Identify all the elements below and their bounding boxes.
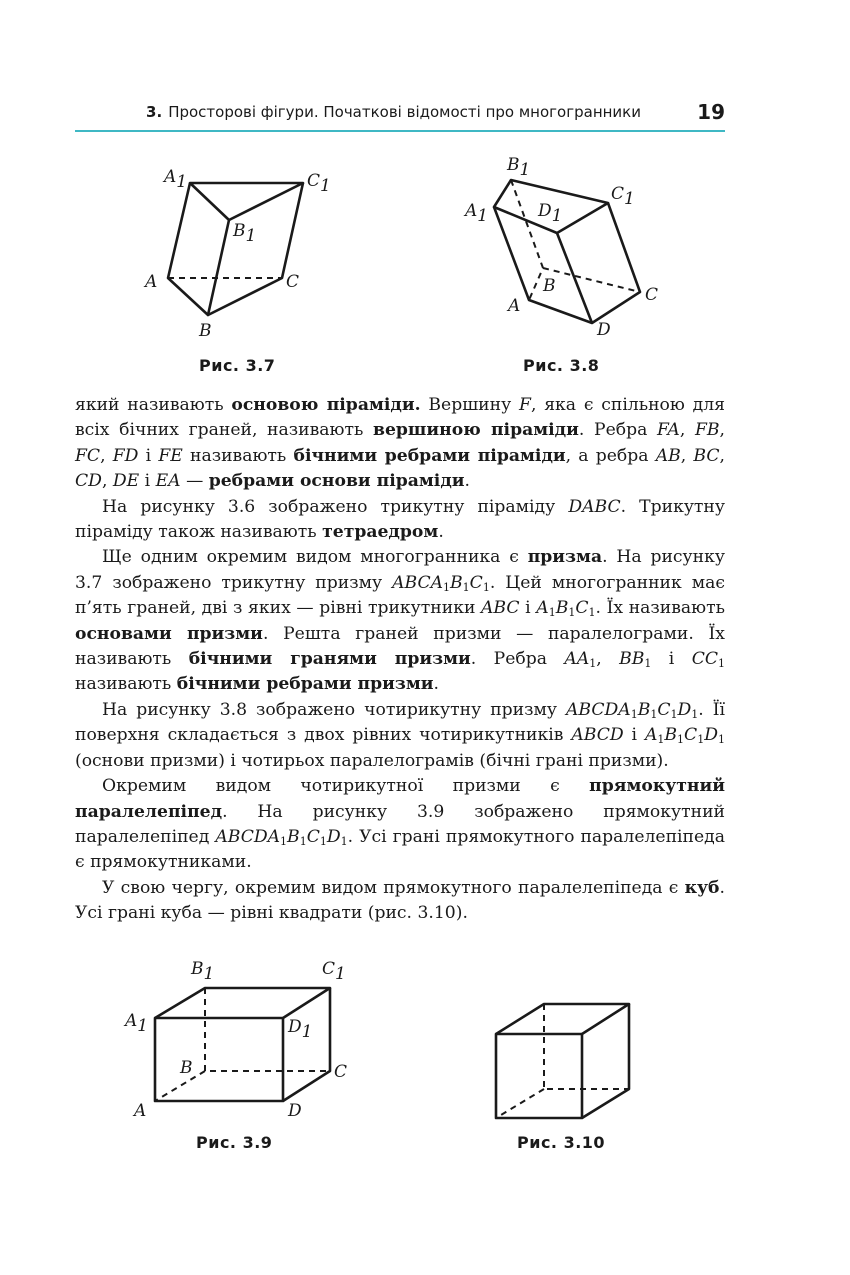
label-A: A: [134, 1101, 147, 1121]
label-C1: C1: [322, 959, 346, 984]
right-face-edge: [582, 1004, 629, 1118]
figure-3-7-triangular-prism: [130, 160, 350, 350]
label-D1: D1: [538, 201, 563, 226]
label-D1: D1: [288, 1017, 313, 1042]
page-number: 19: [697, 100, 725, 124]
paragraph-1: який називають основою піраміди. Вершину F, яка є спільною для всіх бічних граней, називають вершиною піраміди. Ребра FA, FB, FC, FD і FE називають бічними ребрами піраміди, а ребра AB, BC, CD, DE і EA — ребрами основи піраміди.: [75, 395, 725, 492]
label-C: C: [334, 1062, 348, 1082]
prism-edge: [168, 183, 229, 315]
label-B: B: [180, 1058, 193, 1078]
caption-fig-3-10: Рис. 3.10: [517, 1133, 606, 1152]
page-header: [75, 96, 725, 132]
paragraph-3: Ще одним окремим видом многогранника є призма. На рисунку 3.7 зображено трикутну призму $ABCA_1B_1C_1$. Цей многогранник має п’ять граней, дві з яких — рівні трикутники ABC і $A_1B_1C_1$. Їх називають основами призми. Решта граней призми — паралелограми. Їх називають бічними гранями призми. Ребра $AA_1$, $BB_1$ і $CC_1$ називають бічними ребрами призми.: [75, 547, 725, 695]
label-A1: A1: [465, 201, 489, 226]
label-A1: A1: [164, 167, 188, 192]
chapter-title-text: Просторові фігури. Початкові відомості про многогранники: [168, 103, 641, 121]
label-D: D: [597, 320, 611, 340]
chapter-title: [146, 103, 641, 121]
body-text: [75, 393, 725, 927]
label-C1: C1: [611, 184, 635, 209]
label-C: C: [645, 285, 659, 305]
figure-3-10-cube: [490, 995, 640, 1125]
caption-fig-3-9: Рис. 3.9: [196, 1133, 273, 1152]
figure-3-8-quadrilateral-prism: [460, 150, 670, 345]
paragraph-6: У свою чергу, окремим видом прямокутного паралелепіпеда є куб. Усі грані куба — рівні квадрати (рис. 3.10).: [75, 877, 725, 924]
label-B1: B1: [191, 959, 215, 984]
label-B1: B1: [233, 221, 257, 246]
caption-fig-3-8: Рис. 3.8: [523, 356, 600, 375]
label-C: C: [286, 272, 300, 292]
label-C1: C1: [307, 171, 331, 196]
right-face-edge: [283, 988, 330, 1101]
paragraph-5: Окремим видом чотирикутної призми є прямокутний паралелепіпед. На рисунку 3.9 зображено прямокутний паралелепіпед $ABCDA_1B_1C_1D_1$. Усі грані прямокутного паралелепіпеда є прямокутниками.: [75, 776, 725, 873]
label-A1: A1: [125, 1011, 149, 1036]
paragraph-4: На рисунку 3.8 зображено чотирикутну призму $ABCDA_1B_1C_1D_1$. Її поверхня складається з двох рівних чотирикутників ABCD і $A_1B_1C_1D_1$ (основи призми) і чотирьох паралелограмів (бічні грані призми).: [75, 699, 726, 771]
label-A: A: [508, 296, 521, 316]
label-A: A: [145, 272, 158, 292]
figure-3-9-rectangular-parallelepiped: [120, 950, 360, 1125]
label-B: B: [543, 276, 556, 296]
label-B: B: [199, 321, 212, 341]
label-D: D: [288, 1101, 302, 1121]
paragraph-2: На рисунку 3.6 зображено трикутну піраміду DABC. Трикутну піраміду також називають тетраедром.: [75, 496, 726, 543]
front-face: [496, 1034, 582, 1118]
prism-edge: [190, 183, 303, 220]
top-face-edge: [496, 1004, 629, 1034]
caption-fig-3-7: Рис. 3.7: [199, 356, 276, 375]
chapter-number: 3.: [146, 103, 163, 121]
label-B1: B1: [507, 155, 531, 180]
top-face-edge: [155, 988, 330, 1018]
